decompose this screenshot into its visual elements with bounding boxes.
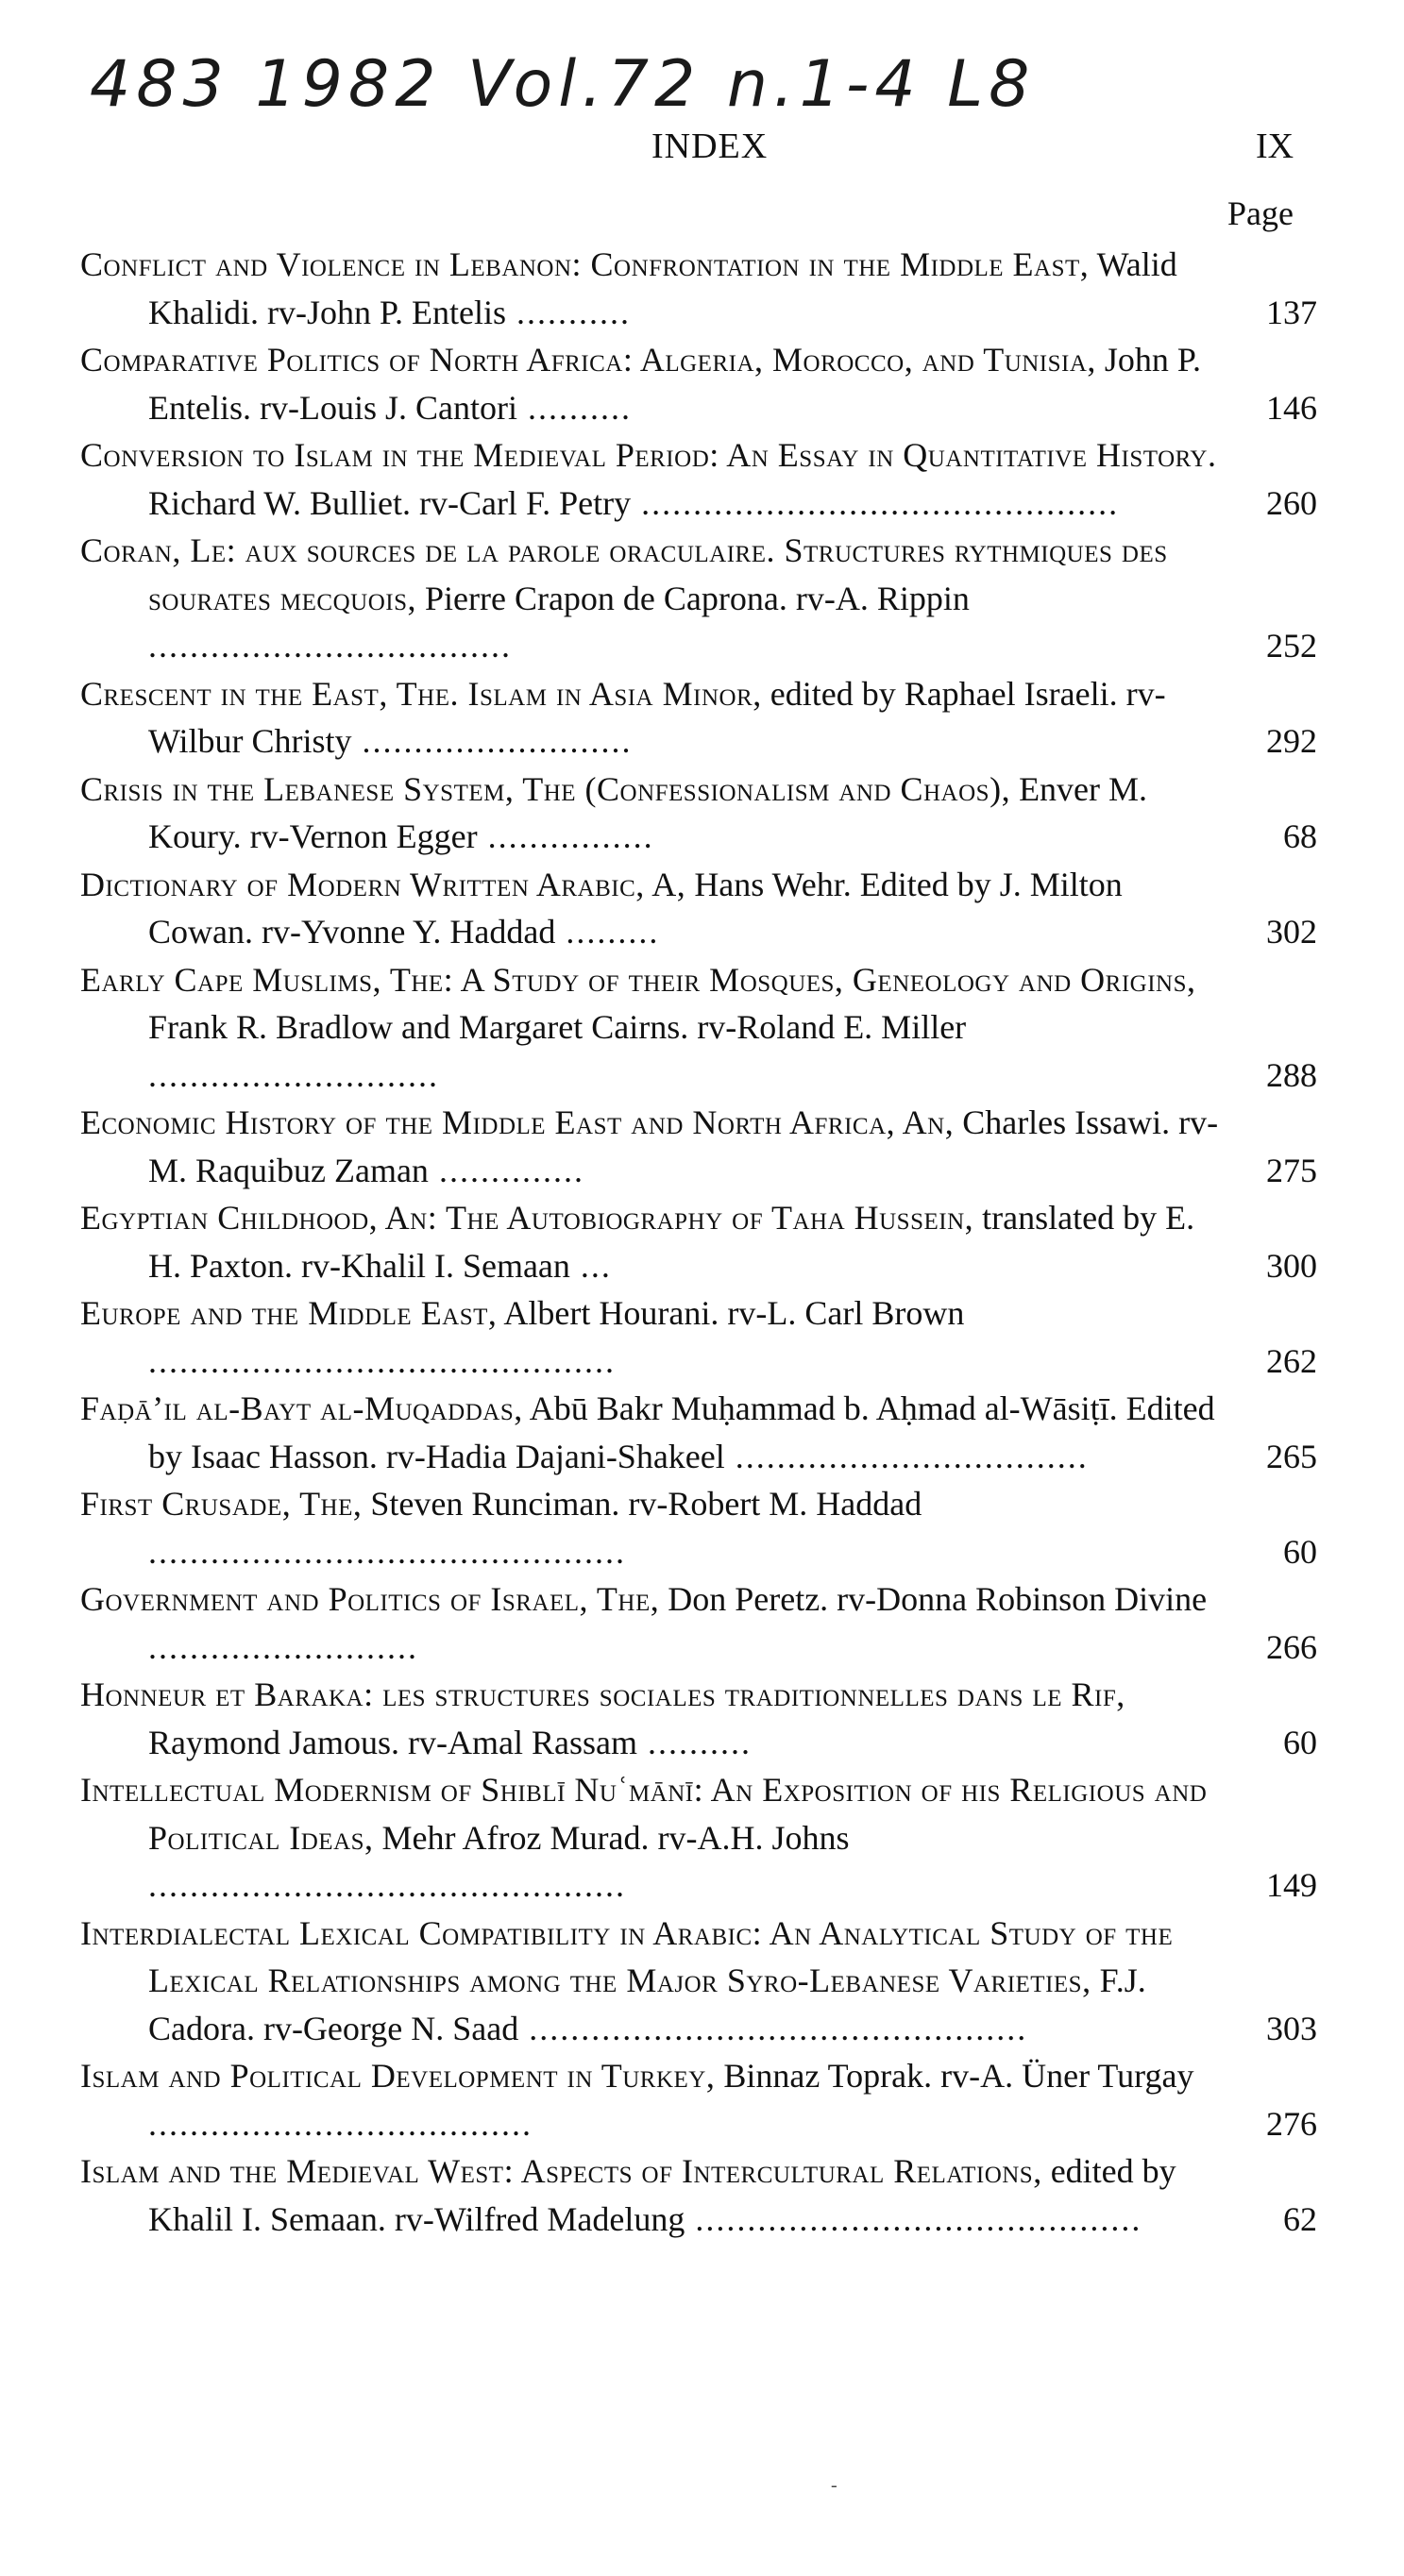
entry-page: 252 xyxy=(1266,627,1317,665)
leader-dots: ... xyxy=(569,1246,612,1285)
leader-dots: .............................................. xyxy=(631,483,1120,522)
index-entry xyxy=(80,956,1317,1100)
index-entry xyxy=(80,527,1317,670)
entry-page: 137 xyxy=(1266,293,1317,331)
entry-page: 265 xyxy=(1266,1437,1317,1475)
index-entry xyxy=(80,241,1317,336)
entry-title: Europe and the Middle East, xyxy=(80,1294,498,1332)
entry-title: Dictionary of Modern Written Arabic, A, xyxy=(80,865,686,903)
entry-page: 300 xyxy=(1266,1246,1317,1285)
entry-page: 288 xyxy=(1266,1055,1317,1094)
entry-page: 292 xyxy=(1266,722,1317,760)
entry-details: Mehr Afroz Murad. rv-A.H. Johns xyxy=(373,1818,850,1857)
index-entry xyxy=(80,1385,1317,1480)
entry-details: Frank R. Bradlow and Margaret Cairns. rv-Roland E. Miller xyxy=(148,1008,967,1046)
leader-dots: .......................... xyxy=(351,722,633,760)
index-entry xyxy=(80,1575,1317,1671)
entry-details: John P. Entelis. rv-Louis J. Cantori xyxy=(148,341,1201,427)
handwritten-call-number: 483 1982 Vol.72 n.1-4 L8 xyxy=(90,47,1036,122)
entry-title: Islam and the Medieval West: Aspects of Intercultural Relations, xyxy=(80,2152,1042,2190)
leader-dots: ........... xyxy=(505,293,631,331)
leader-dots: ............................................. xyxy=(148,1341,616,1380)
entry-title: Interdialectal Lexical Compatibility in Arabic: An Analytical Study of the Lexical Relationships among the Major Syro-Lebanese Varieties, xyxy=(80,1913,1174,1999)
entry-title: Islam and Political Development in Turkey, xyxy=(80,2057,716,2095)
entry-details: Binnaz Toprak. rv-A. Üner Turgay xyxy=(715,2057,1194,2095)
leader-dots: .......... xyxy=(636,1723,752,1761)
entry-page: 303 xyxy=(1266,2009,1317,2047)
entry-title: Conflict and Violence in Lebanon: Confrontation in the Middle East, xyxy=(80,245,1090,283)
leader-dots: ........................................... xyxy=(685,2199,1142,2238)
entry-title: Government and Politics of Israel, The, xyxy=(80,1580,660,1618)
footer-mark: - xyxy=(831,2475,837,2496)
leader-dots: ................................... xyxy=(148,627,512,665)
entry-details: Steven Runciman. rv-Robert M. Haddad xyxy=(362,1485,922,1523)
leader-dots: ................ xyxy=(477,817,654,855)
index-entry xyxy=(80,1194,1317,1289)
entry-details: edited by Khalil I. Semaan. rv-Wilfred Madelung xyxy=(148,2152,1176,2238)
leader-dots: ............................ xyxy=(148,1055,439,1094)
entry-title: Comparative Politics of North Africa: Algeria, Morocco, and Tunisia, xyxy=(80,341,1096,379)
running-head: INDEX xyxy=(651,126,769,166)
entry-title: Crescent in the East, The. Islam in Asia Minor, xyxy=(80,674,762,713)
entry-details: edited by Raphael Israeli. rv-Wilbur Christy xyxy=(148,674,1166,760)
entry-page: 262 xyxy=(1266,1341,1317,1380)
entry-details: F.J. Cadora. rv-George N. Saad xyxy=(148,1961,1146,2047)
entry-page: 260 xyxy=(1266,483,1317,522)
page-column-label: Page xyxy=(1227,194,1294,232)
leader-dots: .................................. xyxy=(724,1437,1089,1475)
leader-dots: ................................................ xyxy=(518,2009,1028,2047)
entry-title: Economic History of the Middle East and North Africa, An, xyxy=(80,1103,955,1141)
leader-dots: .......................... xyxy=(148,1627,418,1666)
leader-dots: .............. xyxy=(428,1151,584,1189)
index-entry xyxy=(80,1099,1317,1194)
index-entry xyxy=(80,1910,1317,2053)
entry-page: 146 xyxy=(1266,388,1317,427)
entry-title: Conversion to Islam in the Medieval Period: An Essay in Quantitative History. xyxy=(80,436,1217,474)
entry-title: Faḍā’il al-Bayt al-Muqaddas, xyxy=(80,1389,523,1427)
index-entry xyxy=(80,670,1317,766)
index-entry xyxy=(80,861,1317,956)
index-entry xyxy=(80,2052,1317,2147)
entry-page: 302 xyxy=(1266,913,1317,951)
index-entry xyxy=(80,1289,1317,1385)
entry-page: 276 xyxy=(1266,2104,1317,2143)
entry-title: Intellectual Modernism of Shiblī Nuʿmānī: An Exposition of his Religious and Political Ideas, xyxy=(80,1771,1208,1857)
entry-details: Abū Bakr Muḥammad b. Aḥmad al-Wāsiṭī. Edited by Isaac Hasson. rv-Hadia Dajani-Shakeel xyxy=(148,1389,1215,1475)
entry-title: Early Cape Muslims, The: A Study of their Mosques, Geneology and Origins, xyxy=(80,960,1196,999)
entry-page: 149 xyxy=(1266,1866,1317,1904)
index-entry-list xyxy=(80,241,1317,2243)
entry-page: 275 xyxy=(1266,1151,1317,1189)
entry-page: 68 xyxy=(1283,817,1317,855)
leader-dots: .......... xyxy=(516,388,632,427)
entry-details: Don Peretz. rv-Donna Robinson Divine xyxy=(659,1580,1208,1618)
entry-page: 60 xyxy=(1283,1723,1317,1761)
entry-page: 266 xyxy=(1266,1627,1317,1666)
index-entry xyxy=(80,1671,1317,1766)
entry-details: Raymond Jamous. rv-Amal Rassam xyxy=(148,1723,637,1761)
index-entry xyxy=(80,431,1317,527)
entry-details: Pierre Crapon de Caprona. rv-A. Rippin xyxy=(415,579,970,617)
entry-title: Egyptian Childhood, An: The Autobiography of Taha Hussein, xyxy=(80,1199,974,1237)
leader-dots: ......... xyxy=(555,913,660,951)
entry-title: Coran, Le: aux sources de la parole oraculaire. Structures rythmiques des sourates mecquois, xyxy=(80,531,1168,617)
entry-details: Richard W. Bulliet. rv-Carl F. Petry xyxy=(148,483,632,522)
entry-title: Crisis in the Lebanese System, The (Confessionalism and Chaos), xyxy=(80,769,1011,808)
leader-dots: .............................................. xyxy=(148,1866,626,1904)
entry-details: translated by E. H. Paxton. rv-Khalil I. Semaan xyxy=(148,1199,1195,1285)
index-entry xyxy=(80,336,1317,431)
index-entry xyxy=(80,2147,1317,2243)
page-number: IX xyxy=(1256,126,1294,166)
index-entry xyxy=(80,766,1317,861)
entry-details: Enver M. Koury. rv-Vernon Egger xyxy=(148,769,1148,855)
index-entry xyxy=(80,1766,1317,1910)
leader-dots: ..................................... xyxy=(148,2104,533,2143)
entry-page: 62 xyxy=(1283,2199,1317,2238)
entry-title: Honneur et Baraka: les structures sociales traditionnelles dans le Rif, xyxy=(80,1675,1125,1713)
leader-dots: .............................................. xyxy=(148,1532,626,1571)
entry-page: 60 xyxy=(1283,1532,1317,1571)
entry-title: First Crusade, The, xyxy=(80,1485,363,1523)
entry-details: Walid Khalidi. rv-John P. Entelis xyxy=(148,245,1177,331)
entry-details: Albert Hourani. rv-L. Carl Brown xyxy=(497,1294,965,1332)
entry-details: Hans Wehr. Edited by J. Milton Cowan. rv-Yvonne Y. Haddad xyxy=(148,865,1123,951)
entry-details: Charles Issawi. rv-M. Raquibuz Zaman xyxy=(148,1103,1219,1189)
index-entry xyxy=(80,1480,1317,1575)
